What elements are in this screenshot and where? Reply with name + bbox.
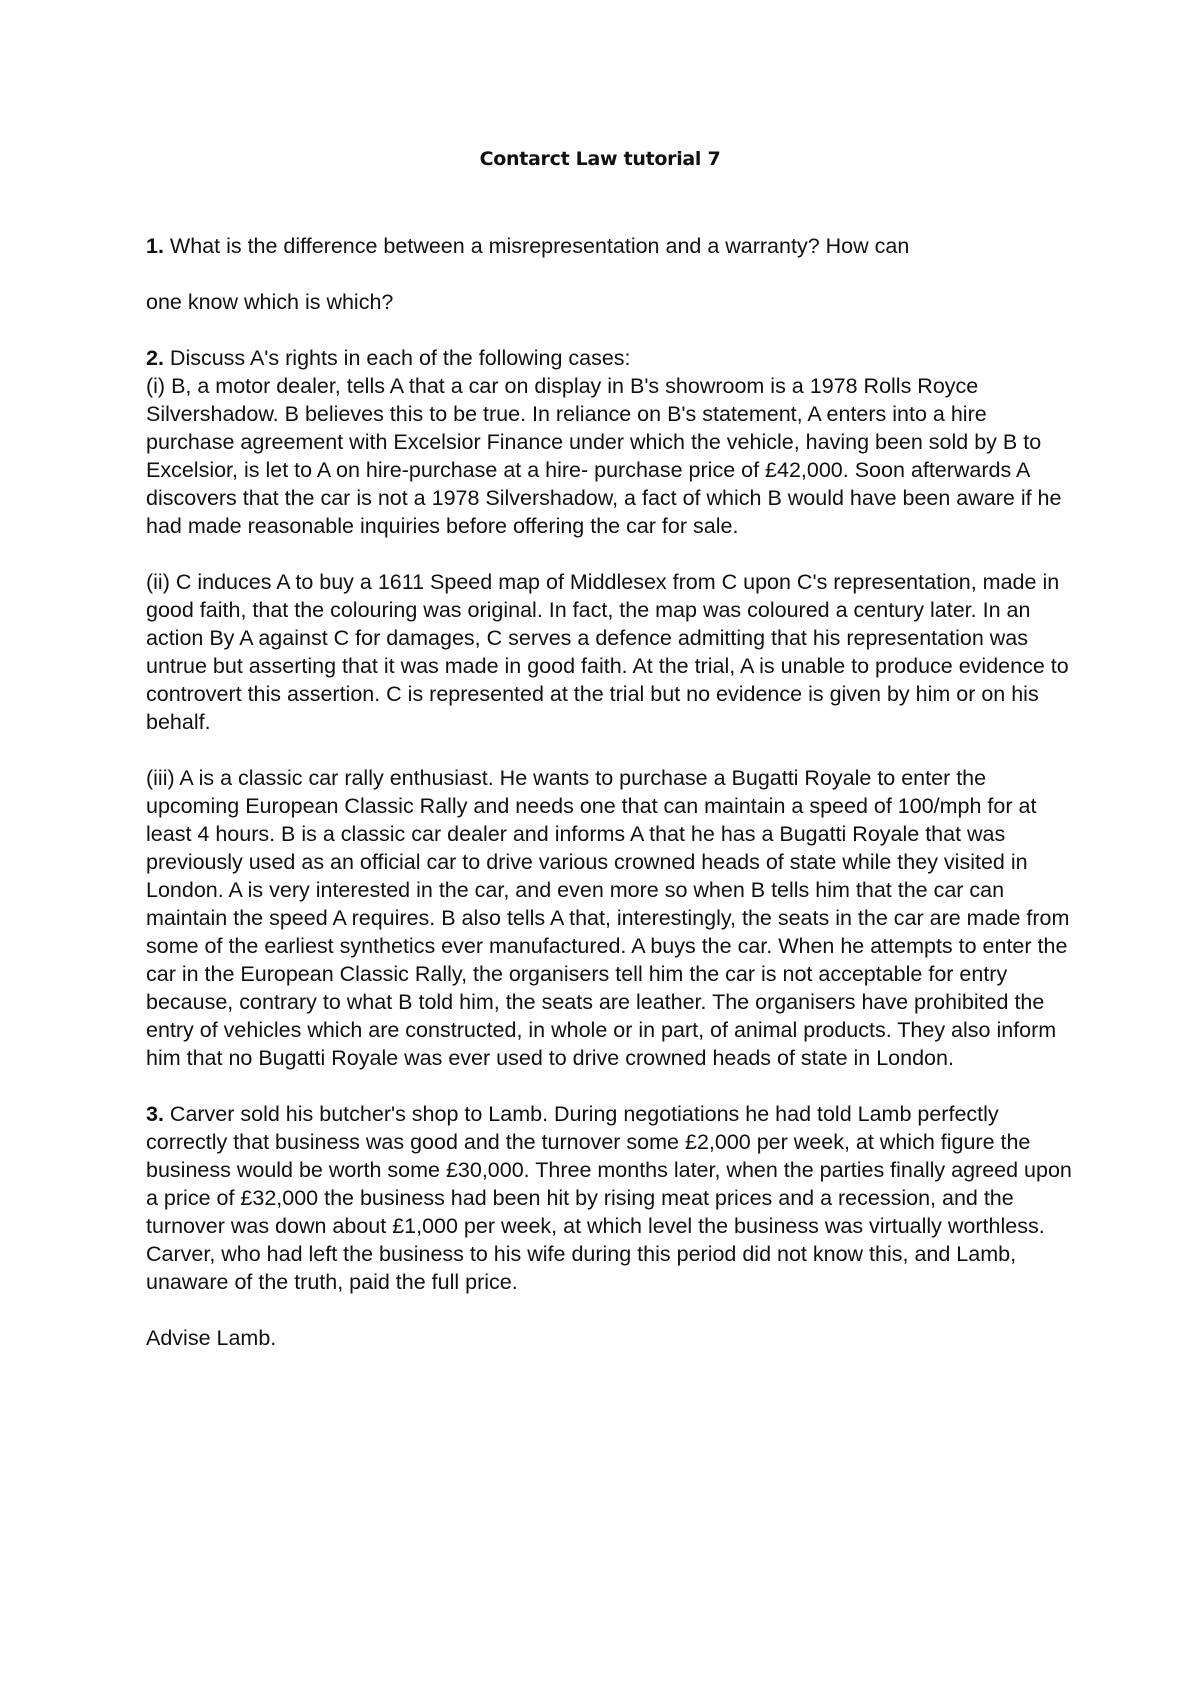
question-3-closing: Advise Lamb. <box>146 1326 277 1350</box>
question-2-intro <box>146 344 1076 372</box>
question-2-case-i: (i) B, a motor dealer, tells A that a car on display in B's showroom is a 1978 Rolls Royce Silvershadow. B believes this to be true. In reliance on B's statement, A enters into a hire purchase agreement with Excelsior Finance under which the vehicle, having been sold by B to Excelsior, is let to A on hire-purchase at a hire- purchase price of £42,000. Soon afterwards A discovers that the car is not a 1978 Silvershadow, a fact of which B would have been aware if he had made reasonable inquiries before offering the car for sale. <box>146 374 1062 538</box>
question-1 <box>146 232 1076 260</box>
question-2-number: 2. <box>146 346 164 370</box>
question-1-continuation: one know which is which? <box>146 290 394 314</box>
question-2-intro-text: Discuss A's rights in each of the following cases: <box>163 346 631 370</box>
question-1-number: 1. <box>146 234 164 258</box>
question-3 <box>146 1100 1076 1296</box>
question-3-text: Carver sold his butcher's shop to Lamb. During negotiations he had told Lamb perfectly correctly that business was good and the turnover some £2,000 per week, at which figure the business would be worth some £30,000. Three months later, when the parties finally agreed upon a price of £32,000 the business had been hit by rising meat prices and a recession, and the turnover was down about £1,000 per week, at which level the business was virtually worthless. Carver, who had left the business to his wife during this period did not know this, and Lamb, unaware of the truth, paid the full price. <box>146 1102 1072 1294</box>
question-1-text: What is the difference between a misrepresentation and a warranty? How can <box>163 234 910 258</box>
question-2-case-iii: (iii) A is a classic car rally enthusiast. He wants to purchase a Bugatti Royale to enter the upcoming European Classic Rally and needs one that can maintain a speed of 100/mph for at least 4 hours. B is a classic car dealer and informs A that he has a Bugatti Royale that was previously used as an official car to drive various crowned heads of state while they visited in London. A is very interested in the car, and even more so when B tells him that the car can maintain the speed A requires. B also tells A that, interestingly, the seats in the car are made from some of the earliest synthetics ever manufactured. A buys the car. When he attempts to enter the car in the European Classic Rally, the organisers tell him the car is not acceptable for entry because, contrary to what B told him, the seats are leather. The organisers have prohibited the entry of vehicles which are constructed, in whole or in part, of animal products. They also inform him that no Bugatti Royale was ever used to drive crowned heads of state in London. <box>146 766 1070 1070</box>
document-body <box>146 232 1076 1352</box>
question-2-case-ii: (ii) C induces A to buy a 1611 Speed map of Middlesex from C upon C's representation, made in good faith, that the colouring was original. In fact, the map was coloured a century later. In an action By A against C for damages, C serves a defence admitting that his representation was untrue but asserting that it was made in good faith. At the trial, A is unable to produce evidence to controvert this assertion. C is represented at the trial but no evidence is given by him or on his behalf. <box>146 570 1069 734</box>
document-title: Contarct Law tutorial 7 <box>479 148 721 170</box>
question-3-number: 3. <box>146 1102 164 1126</box>
